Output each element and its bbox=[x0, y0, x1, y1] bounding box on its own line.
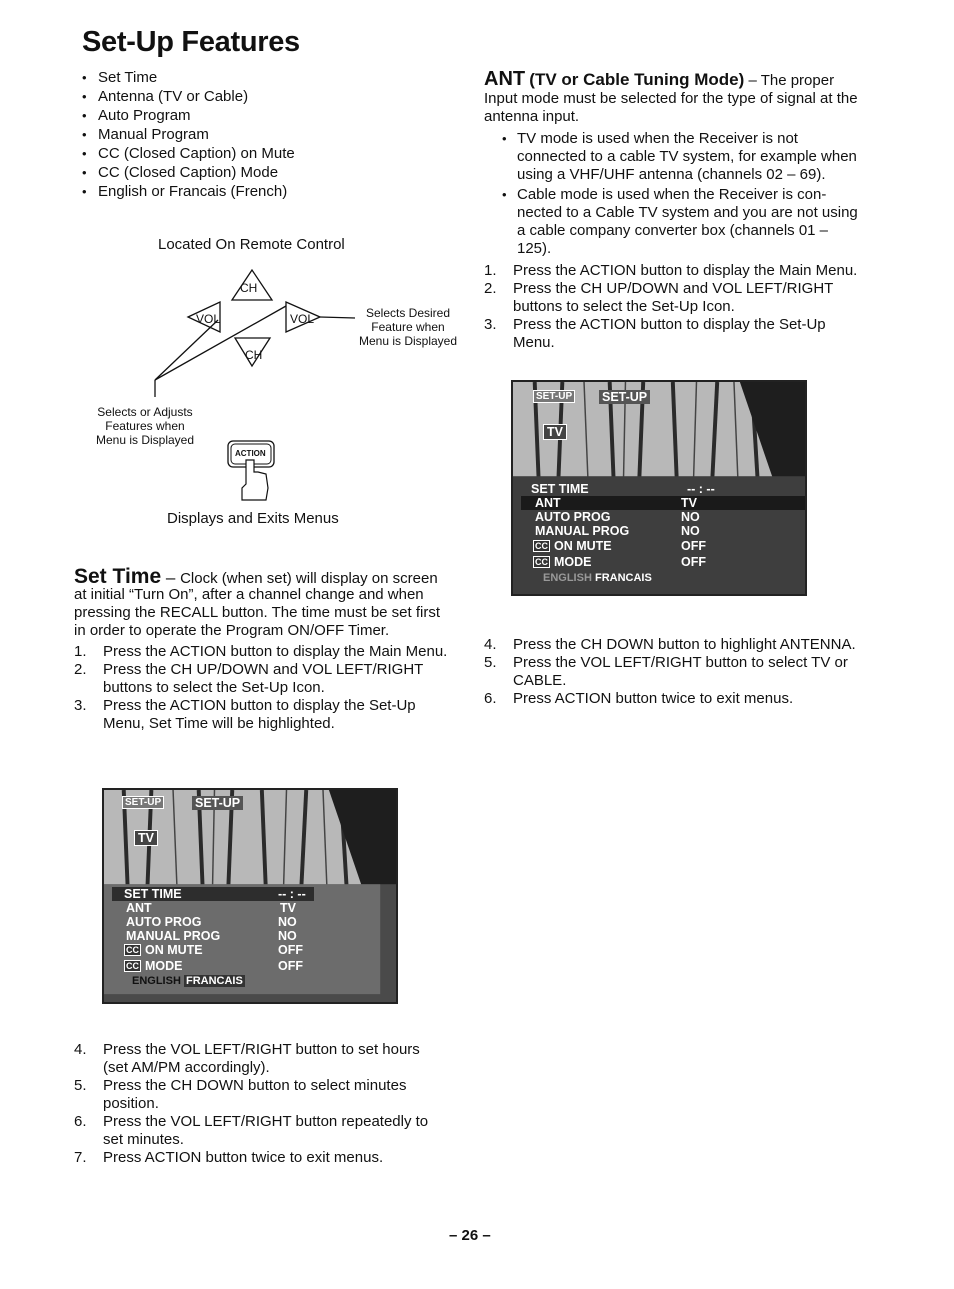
ant-modes bbox=[501, 130, 869, 258]
selects-adjusts-note: Selects or Adjusts Features when Menu is Displayed bbox=[95, 405, 195, 447]
step-item bbox=[74, 1113, 464, 1149]
ch-down-label: CH bbox=[245, 348, 263, 362]
mode-text-line: using a VHF/UHF antenna (channels 02 – 69). bbox=[517, 166, 826, 183]
menu-auto-prog-value: NO bbox=[278, 915, 297, 929]
set-time-steps-a bbox=[74, 643, 464, 733]
step-text-line: Menu. bbox=[513, 334, 555, 351]
ant-steps-b-wrap bbox=[484, 636, 869, 708]
mode-text-line: connected to a cable TV system, for example when bbox=[517, 148, 857, 165]
step-number: 6. bbox=[484, 690, 497, 707]
menu-manual-prog-value: NO bbox=[278, 929, 297, 943]
cc-icon: CC bbox=[126, 945, 139, 955]
step-number: 4. bbox=[74, 1041, 87, 1058]
set-time-screen bbox=[102, 788, 398, 1004]
menu-auto-prog-value: NO bbox=[681, 510, 700, 524]
ant-section: ANT (TV or Cable Tuning Mode) – The proper Input mode must be selected for the type of signal at the antenna input. • TV mode is used when the Receiver is not connected to a cable TV system, for example when using a VHF/UHF antenna (channels 02 – 69). • Cable mode is used when the Receiver is con- nected to a Cable TV system and you are not using a cable company converter box (channels 01 – 125). 1. Press the ACTION button to display the Main Menu. 2. Press the CH UP/DOWN and VOL LEFT/RIGHT buttons to select the Set-Up Icon. 3. Press the ACTION button to display the Set-Up Menu. bbox=[484, 70, 869, 352]
set-time-menu bbox=[112, 887, 392, 999]
step-text-line: (set AM/PM accordingly). bbox=[103, 1059, 270, 1076]
cc-icon: CC bbox=[126, 961, 139, 971]
menu-auto-prog-label: AUTO PROG bbox=[126, 915, 202, 929]
step-text-line: Press the CH UP/DOWN and VOL LEFT/RIGHT bbox=[513, 280, 834, 297]
menu-auto-prog-label: AUTO PROG bbox=[535, 510, 611, 524]
text-line: antenna input. bbox=[484, 108, 580, 125]
menu-language-row: ENGLISH FRANCAIS bbox=[543, 572, 652, 584]
step-number: 3. bbox=[74, 697, 87, 714]
step-number: 4. bbox=[484, 636, 497, 653]
ant-intro bbox=[484, 90, 869, 126]
menu-ant-value: TV bbox=[280, 901, 296, 915]
displays-exits-caption: Displays and Exits Menus bbox=[167, 510, 339, 527]
mode-text-line: • Cable mode is used when the Receiver is con- bbox=[517, 186, 827, 203]
step-text-line: Press the VOL LEFT/RIGHT button to set hours bbox=[103, 1041, 420, 1058]
setup-tab: SET-UP bbox=[599, 390, 650, 404]
ant-menu bbox=[521, 482, 801, 594]
step-text-line: Press the ACTION button to display the Main Menu. bbox=[103, 643, 448, 660]
step-text-line: Press the ACTION button to display the Main Menu. bbox=[513, 262, 858, 279]
step-text-line: Press the ACTION button to display the Set-Up bbox=[103, 697, 416, 714]
step-item bbox=[484, 654, 869, 690]
action-button-label: ACTION bbox=[235, 449, 266, 458]
selects-desired-note: Selects Desired Feature when Menu is Displayed bbox=[358, 306, 458, 348]
set-time-steps-b-wrap bbox=[74, 1041, 464, 1167]
menu-ant-label: ANT bbox=[126, 901, 152, 915]
menu-cc-on-mute-row: CC ON MUTE bbox=[535, 539, 612, 553]
step-text-line: Press ACTION button twice to exit menus. bbox=[103, 1149, 384, 1166]
menu-cc-mode-row: CC MODE bbox=[535, 555, 592, 569]
cc-icon: CC bbox=[535, 541, 548, 551]
mode-text-line: • TV mode is used when the Receiver is not bbox=[517, 130, 798, 147]
mode-item bbox=[501, 186, 869, 258]
step-text-line: set minutes. bbox=[103, 1131, 184, 1148]
ant-steps-a bbox=[484, 262, 869, 352]
menu-manual-prog-value: NO bbox=[681, 524, 700, 538]
step-item bbox=[484, 316, 869, 352]
step-item bbox=[74, 1149, 464, 1167]
step-text-line: Press the CH UP/DOWN and VOL LEFT/RIGHT bbox=[103, 661, 424, 678]
step-number: 1. bbox=[74, 643, 87, 660]
set-time-steps-b bbox=[74, 1041, 464, 1167]
ant-screen bbox=[511, 380, 807, 596]
step-item bbox=[74, 697, 464, 733]
text-line: at initial “Turn On”, after a channel change and when bbox=[74, 586, 424, 603]
feature-item: • English or Francais (French) bbox=[82, 182, 402, 201]
page-number: – 26 – bbox=[449, 1227, 491, 1244]
set-time-intro bbox=[74, 586, 464, 640]
ant-heading: ANT bbox=[484, 68, 526, 90]
step-text-line: Press the VOL LEFT/RIGHT button repeatedly to bbox=[103, 1113, 429, 1130]
menu-ant-row-highlighted: ANT bbox=[521, 496, 807, 510]
menu-set-time-row: SET TIME bbox=[531, 482, 589, 496]
set-time-intro-lead: Clock (when set) will display on screen bbox=[180, 570, 438, 587]
step-number: 5. bbox=[74, 1077, 87, 1094]
text-line: Input mode must be selected for the type of signal at the bbox=[484, 90, 858, 107]
ch-up-label: CH bbox=[240, 281, 258, 295]
mode-text-line: 125). bbox=[517, 240, 552, 257]
set-time-heading: Set Time bbox=[74, 565, 162, 588]
step-number: 2. bbox=[484, 280, 497, 297]
step-text-line: Press ACTION button twice to exit menus. bbox=[513, 690, 794, 707]
menu-set-time-value: -- : -- bbox=[687, 482, 715, 496]
step-item bbox=[484, 636, 869, 654]
step-text-line: buttons to select the Set-Up Icon. bbox=[103, 679, 325, 696]
feature-item: • Antenna (TV or Cable) bbox=[82, 87, 402, 106]
step-text-line: Press the ACTION button to display the Set-Up bbox=[513, 316, 826, 333]
step-text-line: position. bbox=[103, 1095, 159, 1112]
menu-language-row: ENGLISH FRANCAIS bbox=[132, 975, 243, 987]
text-line: in order to operate the Program ON/OFF Timer. bbox=[74, 622, 390, 639]
step-text-line: Press the VOL LEFT/RIGHT button to select TV or bbox=[513, 654, 848, 671]
step-item bbox=[74, 661, 464, 697]
remote-caption: Located On Remote Control bbox=[158, 236, 345, 253]
step-text-line: Menu, Set Time will be highlighted. bbox=[103, 715, 335, 732]
menu-set-time-row: SET TIME bbox=[112, 887, 314, 901]
step-item bbox=[74, 1077, 464, 1113]
mode-text-line: a cable company converter box (channels 01 – bbox=[517, 222, 829, 239]
menu-cc-mode-row: CC MODE bbox=[126, 959, 183, 973]
feature-item: • Set Time bbox=[82, 68, 402, 87]
step-text-line: buttons to select the Set-Up Icon. bbox=[513, 298, 735, 315]
tv-tab: TV bbox=[134, 830, 158, 846]
step-number: 6. bbox=[74, 1113, 87, 1130]
menu-set-time-value: -- : -- bbox=[278, 887, 306, 901]
setup-tab: SET-UP bbox=[192, 796, 243, 810]
menu-cc-on-mute-value: OFF bbox=[681, 539, 706, 553]
mode-text-line: nected to a Cable TV system and you are not using bbox=[517, 204, 858, 221]
step-number: 3. bbox=[484, 316, 497, 333]
step-item bbox=[484, 280, 869, 316]
step-item bbox=[484, 262, 869, 280]
cc-icon: CC bbox=[535, 557, 548, 567]
vol-right-label: VOL bbox=[290, 312, 315, 326]
step-item bbox=[74, 643, 464, 661]
set-time-section: Set Time – Clock (when set) will display on screen at initial “Turn On”, after a channel change and when pressing the RECALL button. The time must be set first in order to operate the Program ON/OFF Timer. 1. Press the ACTION button to display the Main Menu. 2. Press the CH UP/DOWN and VOL LEFT/RIGHT buttons to select the Set-Up Icon. 3. Press the ACTION button to display the Set-Up Menu, Set Time will be highlighted. bbox=[74, 568, 464, 733]
step-text-line: Press the CH DOWN button to highlight ANTENNA. bbox=[513, 636, 856, 653]
text-line: pressing the RECALL button. The time must be set first bbox=[74, 604, 441, 621]
tv-tab: TV bbox=[543, 424, 567, 440]
feature-list bbox=[82, 68, 402, 201]
feature-item: • Auto Program bbox=[82, 106, 402, 125]
menu-ant-value: TV bbox=[681, 496, 697, 510]
menu-cc-on-mute-value: OFF bbox=[278, 943, 303, 957]
menu-cc-on-mute-row: CC ON MUTE bbox=[126, 943, 203, 957]
feature-item: • CC (Closed Caption) on Mute bbox=[82, 144, 402, 163]
menu-manual-prog-label: MANUAL PROG bbox=[535, 524, 630, 538]
ant-intro-lead: The proper bbox=[760, 72, 835, 89]
step-text-line: CABLE. bbox=[513, 672, 567, 689]
setup-tab-icon: SET-UP bbox=[122, 796, 164, 809]
ant-steps-b bbox=[484, 636, 869, 708]
vol-left-label: VOL bbox=[196, 312, 221, 326]
step-text-line: Press the CH DOWN button to select minutes bbox=[103, 1077, 407, 1094]
feature-item: • CC (Closed Caption) Mode bbox=[82, 163, 402, 182]
step-number: 5. bbox=[484, 654, 497, 671]
mode-item bbox=[501, 130, 869, 184]
step-number: 2. bbox=[74, 661, 87, 678]
menu-cc-mode-value: OFF bbox=[681, 555, 706, 569]
menu-manual-prog-label: MANUAL PROG bbox=[126, 929, 221, 943]
step-item bbox=[74, 1041, 464, 1077]
step-item bbox=[484, 690, 869, 708]
setup-tab-icon: SET-UP bbox=[533, 390, 575, 403]
feature-item: • Manual Program bbox=[82, 125, 402, 144]
step-number: 1. bbox=[484, 262, 497, 279]
menu-cc-mode-value: OFF bbox=[278, 959, 303, 973]
ant-heading-sub: (TV or Cable Tuning Mode) bbox=[529, 70, 745, 89]
step-number: 7. bbox=[74, 1149, 87, 1166]
page-title: Set-Up Features bbox=[82, 26, 300, 58]
